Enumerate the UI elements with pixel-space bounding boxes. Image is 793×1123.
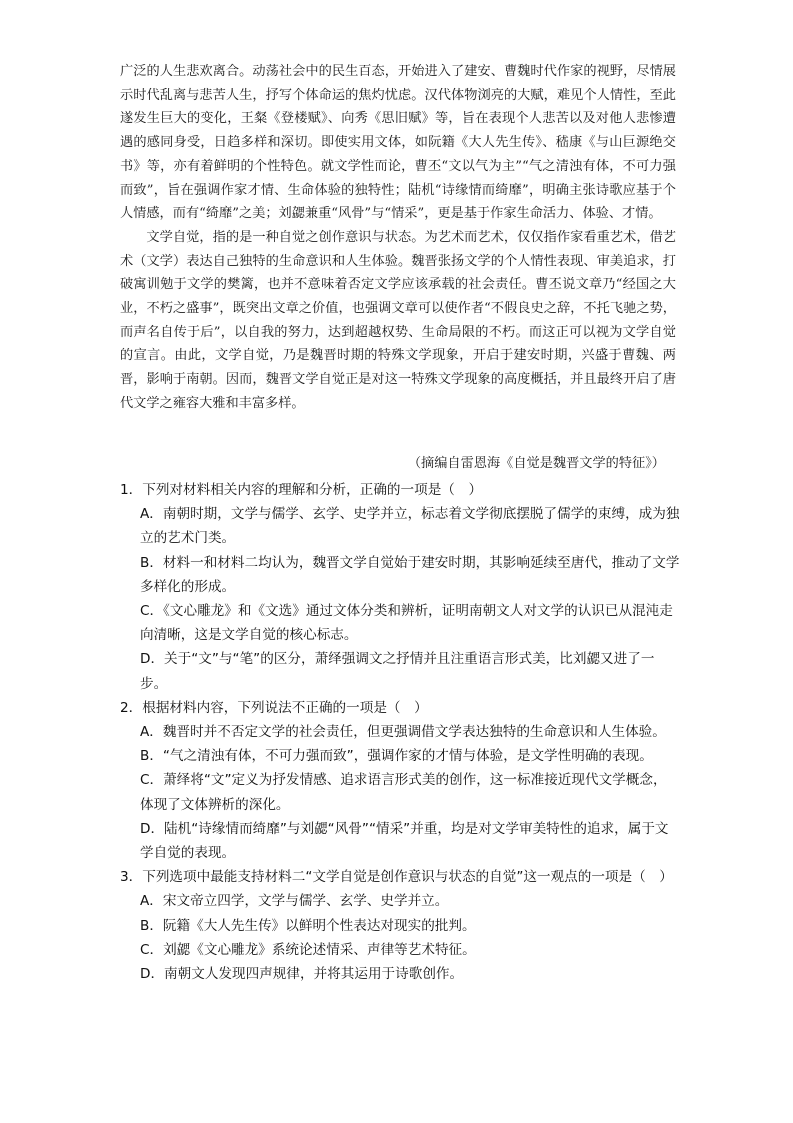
question-list <box>120 478 680 986</box>
option-d: D．陆机“诗缘情而绮靡”与刘勰“风骨”“情采”并重，均是对文学审美特性的追求，属于文学自觉的表现。 <box>140 820 669 862</box>
question-stem: 1．下列对材料相关内容的理解和分析，正确的一项是（ ） <box>120 482 483 498</box>
question-1 <box>120 478 680 696</box>
passage-paragraph-1: 广泛的人生悲欢离合。动荡社会中的民生百态，开始进入了建安、曹魏时代作家的视野，尽情展示时代乱离与悲苦人生，抒写个体命运的焦灼忧虑。汉代体物浏亮的大赋，难见个人情性，至此遂发生巨大的变化，王粲《登楼赋》、向秀《思旧赋》等，旨在表现个人悲苦以及对他人悲惨遭遇的感同身受，日趋多样和深切。即使实用文体，如阮籍《大人先生传》、嵇康《与山巨源绝交书》等，亦有着鲜明的个性特色。就文学性而论，曹丕“文以气为主”“气之清浊有体，不可力强而致”，旨在强调作家才情、生命体验的独特性；陆机“诗缘情而绮靡”，明确主张诗歌应基于个人情感，而有“绮靡”之美；刘勰兼重“风骨”与“情采”，更是基于作家生命活力、体验、才情。 <box>120 64 676 222</box>
option-a: A．宋文帝立四学，文学与儒学、玄学、史学并立。 <box>140 893 449 910</box>
question-stem: 3．下列选项中最能支持材料二“文学自觉是创作意识与状态的自觉”这一观点的一项是（ ） <box>120 869 673 886</box>
reading-passage <box>120 60 676 416</box>
option-b: B．阮籍《大人先生传》以鲜明个性表达对现实的批判。 <box>140 917 476 934</box>
option-b: B．材料一和材料二均认为，魏晋文学自觉始于建安时期，其影响延续至唐代，推动了文学多样化的形成。 <box>140 554 680 595</box>
passage-paragraph-2: 文学自觉，指的是一种自觉之创作意识与状态。为艺术而艺术，仅仅指作家看重艺术，借艺术（文学）表达自己独特的生命意识和人生体验。魏晋张扬文学的个人情性表现、审美追求，打破寓训勉于文学的樊篱，也并不意味着否定文学应该承载的社会责任。曹丕说文章乃“经国之大业，不朽之盛事”，既突出文章之价值，也强调文章可以使作者“不假良史之辞，不托飞驰之势，而声名自传于后”，以自我的努力，达到超越权势、生命局限的不朽。而这正可以视为文学自觉的宣言。由此，文学自觉，乃是魏晋时期的特殊文学现象，开启于建安时期，兴盛于曹魏、两晋，影响于南朝。因而，魏晋文学自觉正是对这一特殊文学现象的高度概括，并且最终开启了唐代文学之雍容大雅和丰富多样。 <box>120 229 676 411</box>
question-3 <box>120 865 680 986</box>
option-c: C．《文心雕龙》和《文选》通过文体分类和辨析，证明南朝文人对文学的认识已从混沌走向清晰，这是文学自觉的核心标志。 <box>140 603 673 644</box>
option-d: D．关于“文”与“笔”的区分，萧绎强调文之抒情并且注重语言形式美，比刘勰又进了一步。 <box>140 651 655 692</box>
option-a: A．南朝时期，文学与儒学、玄学、史学并立，标志着文学彻底摆脱了儒学的束缚，成为独立的艺术门类。 <box>140 506 680 547</box>
question-stem: 2．根据材料内容，下列说法不正确的一项是（ ） <box>120 699 428 716</box>
question-2 <box>120 696 680 865</box>
option-c: C．萧绎将“文”定义为抒发情感、追求语言形式美的创作，这一标准接近现代文学概念，体现了文体辨析的深化。 <box>140 772 667 813</box>
passage-source: （摘编自雷恩海《自觉是魏晋文学的特征》） <box>407 456 665 471</box>
option-c: C．刘勰《文心雕龙》系统论述情采、声律等艺术特征。 <box>140 941 476 958</box>
option-d: D．南朝文人发现四声规律，并将其运用于诗歌创作。 <box>140 966 464 983</box>
option-a: A．魏晋时并不否定文学的社会责任，但更强调借文学表达独特的生命意识和人生体验。 <box>140 724 666 741</box>
option-b: B．“气之清浊有体，不可力强而致”，强调作家的才情与体验，是文学性明确的表现。 <box>140 748 653 765</box>
